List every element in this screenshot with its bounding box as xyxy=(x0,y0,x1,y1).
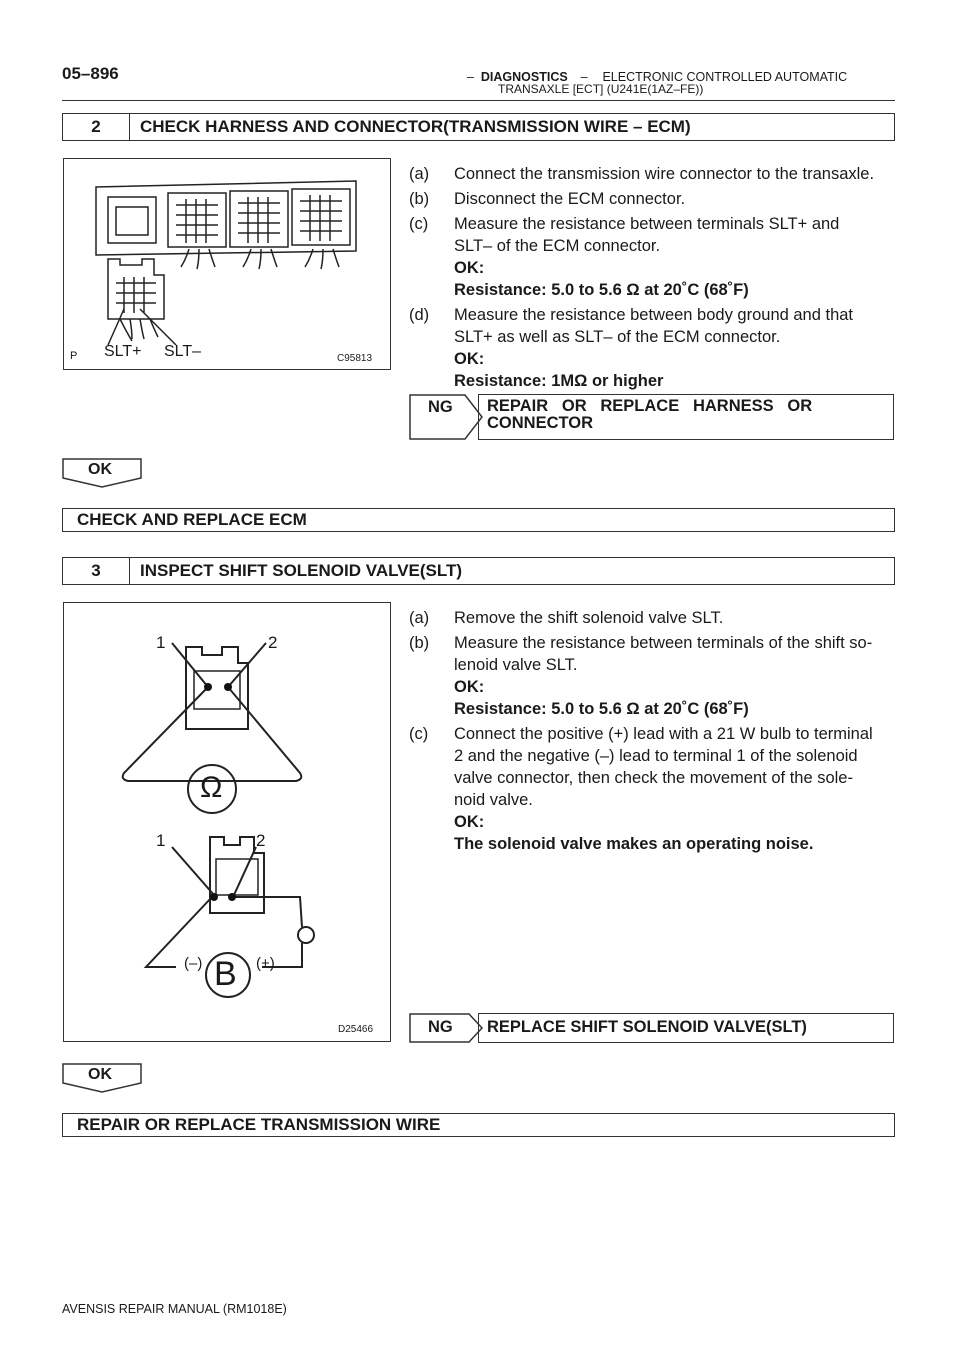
terminal-1-label-lower: 1 xyxy=(156,831,166,850)
header-rule xyxy=(62,100,895,101)
ok-label: OK: xyxy=(454,350,485,368)
step-3-heading xyxy=(62,557,895,585)
ok-spec: Resistance: 1MΩ or higher xyxy=(454,372,664,390)
instruction-c-cont: valve connector, then check the movement of the sole- xyxy=(454,769,853,787)
figure-solenoid-test xyxy=(63,602,391,1042)
ng-label: NG xyxy=(428,1018,453,1036)
negative-lead-label: (–) xyxy=(184,955,203,972)
positive-lead-label: (+) xyxy=(256,955,275,972)
instruction-text: Connect the positive (+) lead with a 21 W bulb to terminal xyxy=(454,725,873,743)
ng-label: NG xyxy=(428,398,453,416)
instruction-label: (a) xyxy=(409,165,430,183)
ok-tag-label: OK xyxy=(88,461,112,478)
instruction-text: Connect the transmission wire connector to the transaxle. xyxy=(454,165,875,183)
instruction-text: Measure the resistance between terminals SLT+ and xyxy=(454,215,840,233)
instruction-c-cont: SLT– of the ECM connector. xyxy=(454,237,661,255)
terminal-2-label-lower: 2 xyxy=(256,831,266,850)
terminal-1-label-upper: 1 xyxy=(156,633,166,652)
ng-action-line2: CONNECTOR xyxy=(487,414,594,432)
header-title-line1: ELECTRONIC CONTROLLED AUTOMATIC xyxy=(602,70,848,84)
ng-action-line1: REPAIR OR REPLACE HARNESS OR xyxy=(487,397,813,415)
figure-code: C95813 xyxy=(337,353,373,364)
instruction-label: (a) xyxy=(409,609,430,627)
instruction-b-cont: lenoid valve SLT. xyxy=(454,656,578,674)
label-slt-minus: SLT– xyxy=(164,343,202,360)
instruction-d xyxy=(409,304,895,326)
header-section: DIAGNOSTICS xyxy=(480,70,568,84)
instruction-a xyxy=(409,607,895,629)
footer-manual-id: AVENSIS REPAIR MANUAL (RM1018E) xyxy=(62,1302,287,1316)
step-2-number: 2 xyxy=(63,114,130,140)
page-number: 05–896 xyxy=(62,64,119,83)
ecm-connector-illustration xyxy=(64,159,390,369)
figure-ecm-connector xyxy=(63,158,391,370)
instruction-text: Disconnect the ECM connector. xyxy=(454,190,686,208)
ok-label: OK: xyxy=(454,259,485,277)
header-dash: – xyxy=(467,70,474,84)
ok-tag-label: OK xyxy=(88,1066,112,1083)
step-2-heading xyxy=(62,113,895,141)
ohmmeter-icon: Ω xyxy=(200,771,223,804)
instruction-text: Measure the resistance between body ground and that xyxy=(454,306,854,324)
ok-spec: Resistance: 5.0 to 5.6 Ω at 20˚C (68˚F) xyxy=(454,281,749,299)
ok-label: OK: xyxy=(454,678,485,696)
header-title-line2: TRANSAXLE [ECT] (U241E(1AZ–FE)) xyxy=(498,82,704,96)
instruction-text: Remove the shift solenoid valve SLT. xyxy=(454,609,724,627)
ok-spec: Resistance: 5.0 to 5.6 Ω at 20˚C (68˚F) xyxy=(454,700,749,718)
instruction-c-cont: 2 and the negative (–) lead to terminal 1 of the solenoid xyxy=(454,747,858,765)
instruction-c-cont: noid valve. xyxy=(454,791,533,809)
instruction-b xyxy=(409,188,895,210)
ng-action-text: REPLACE SHIFT SOLENOID VALVE(SLT) xyxy=(487,1018,807,1036)
step-2-result: CHECK AND REPLACE ECM xyxy=(62,508,895,532)
terminal-2-label-upper: 2 xyxy=(268,633,278,652)
ng-action-box xyxy=(478,1013,894,1043)
step-2-instructions xyxy=(409,163,895,392)
battery-icon: B xyxy=(214,955,237,993)
step-3-number: 3 xyxy=(63,558,130,584)
ok-spec: The solenoid valve makes an operating noise. xyxy=(454,835,814,853)
label-slt-plus: SLT+ xyxy=(104,343,142,360)
instruction-b xyxy=(409,632,895,654)
instruction-d-cont: SLT+ as well as SLT– of the ECM connector. xyxy=(454,328,781,346)
instruction-label: (b) xyxy=(409,190,430,208)
instruction-text: Measure the resistance between terminals of the shift so- xyxy=(454,634,873,652)
header-dash-2: – xyxy=(580,70,588,84)
step-3-result: REPAIR OR REPLACE TRANSMISSION WIRE xyxy=(62,1113,895,1137)
step-2-title: CHECK HARNESS AND CONNECTOR(TRANSMISSION WIRE – ECM) xyxy=(140,117,691,136)
figure-corner-mark: P xyxy=(70,350,78,362)
instruction-a xyxy=(409,163,895,185)
instruction-label: (b) xyxy=(409,634,430,652)
instruction-label: (c) xyxy=(409,725,429,743)
figure-code: D25466 xyxy=(338,1024,374,1035)
step-3-title: INSPECT SHIFT SOLENOID VALVE(SLT) xyxy=(140,561,463,580)
instruction-c xyxy=(409,723,895,745)
instruction-label: (d) xyxy=(409,306,430,324)
instruction-c xyxy=(409,213,895,235)
instruction-label: (c) xyxy=(409,215,429,233)
step-3-instructions xyxy=(409,607,895,855)
ok-label: OK: xyxy=(454,813,485,831)
ng-action-box xyxy=(478,394,894,440)
